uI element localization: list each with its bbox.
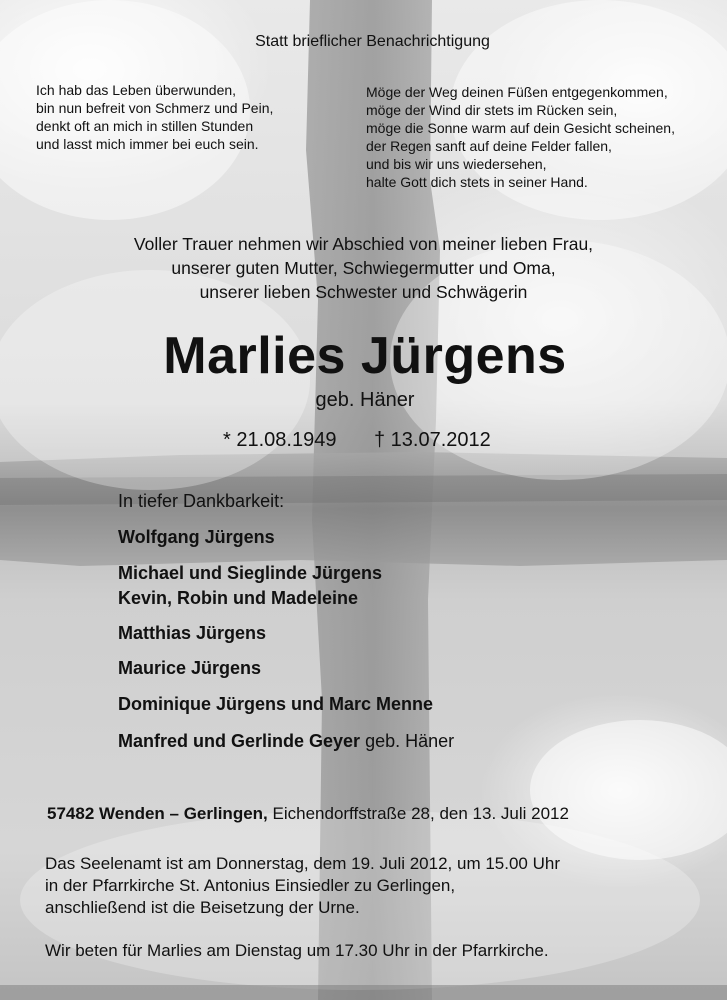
mourner-line: Michael und Sieglinde Jürgens (118, 563, 383, 583)
notice-heading: Statt brieflicher Benachrichtigung (255, 33, 490, 50)
mourner-entry (118, 525, 275, 550)
mourner-entry (118, 561, 382, 611)
poem-left: Ich hab das Leben überwunden, bin nun befreit von Schmerz und Pein, denkt oft an mich in stillen Stunden und lasst mich immer bei euch sein. (36, 82, 274, 152)
mourner-entry (118, 656, 261, 681)
birth-name: geb. Häner (315, 389, 415, 411)
birth-date: * 21.08.1949 (223, 429, 337, 451)
mourner-entry (118, 621, 266, 646)
deceased-name: Marlies Jürgens (163, 327, 567, 385)
mourner-line: Manfred und Gerlinde Geyer (118, 731, 361, 751)
poem-right: Möge der Weg deinen Füßen entgegenkommen, möge der Wind dir stets im Rücken sein, möge die Sonne warm auf dein Gesicht scheinen, der Regen sanft auf deine Felder fallen, und bis wir uns wiedersehen, halte Gott dich stets in seiner Hand. (366, 84, 675, 190)
mourner-entry (118, 729, 454, 754)
mourners-heading: In tiefer Dankbarkeit: (118, 491, 285, 511)
requiem-notice: Das Seelenamt ist am Donnerstag, dem 19. Juli 2012, um 15.00 Uhr in der Pfarrkirche St. Antonius Einsiedler zu Gerlingen, anschließend ist die Beisetzung der Urne. (45, 854, 560, 917)
mourner-suffix: geb. Häner (360, 731, 455, 751)
intro-text: Voller Trauer nehmen wir Abschied von meiner lieben Frau, unserer guten Mutter, Schwiegermutter und Oma, unserer lieben Schwester und Schwägerin (133, 234, 594, 302)
mourner-line: Matthias Jürgens (118, 623, 267, 643)
address-rest: Eichendorffstraße 28, den 13. Juli 2012 (267, 804, 569, 823)
life-dates (223, 429, 491, 452)
address-place: 57482 Wenden – Gerlingen, (47, 804, 268, 823)
mourner-entry (118, 692, 433, 717)
death-date: † 13.07.2012 (374, 429, 491, 451)
address-line (47, 804, 569, 824)
prayer-notice: Wir beten für Marlies am Dienstag um 17.30 Uhr in der Pfarrkirche. (45, 941, 549, 960)
mourner-line: Maurice Jürgens (118, 658, 262, 678)
mourner-line: Wolfgang Jürgens (118, 527, 275, 547)
mourner-line: Dominique Jürgens und Marc Menne (118, 694, 434, 714)
mourner-line: Kevin, Robin und Madeleine (118, 588, 359, 608)
